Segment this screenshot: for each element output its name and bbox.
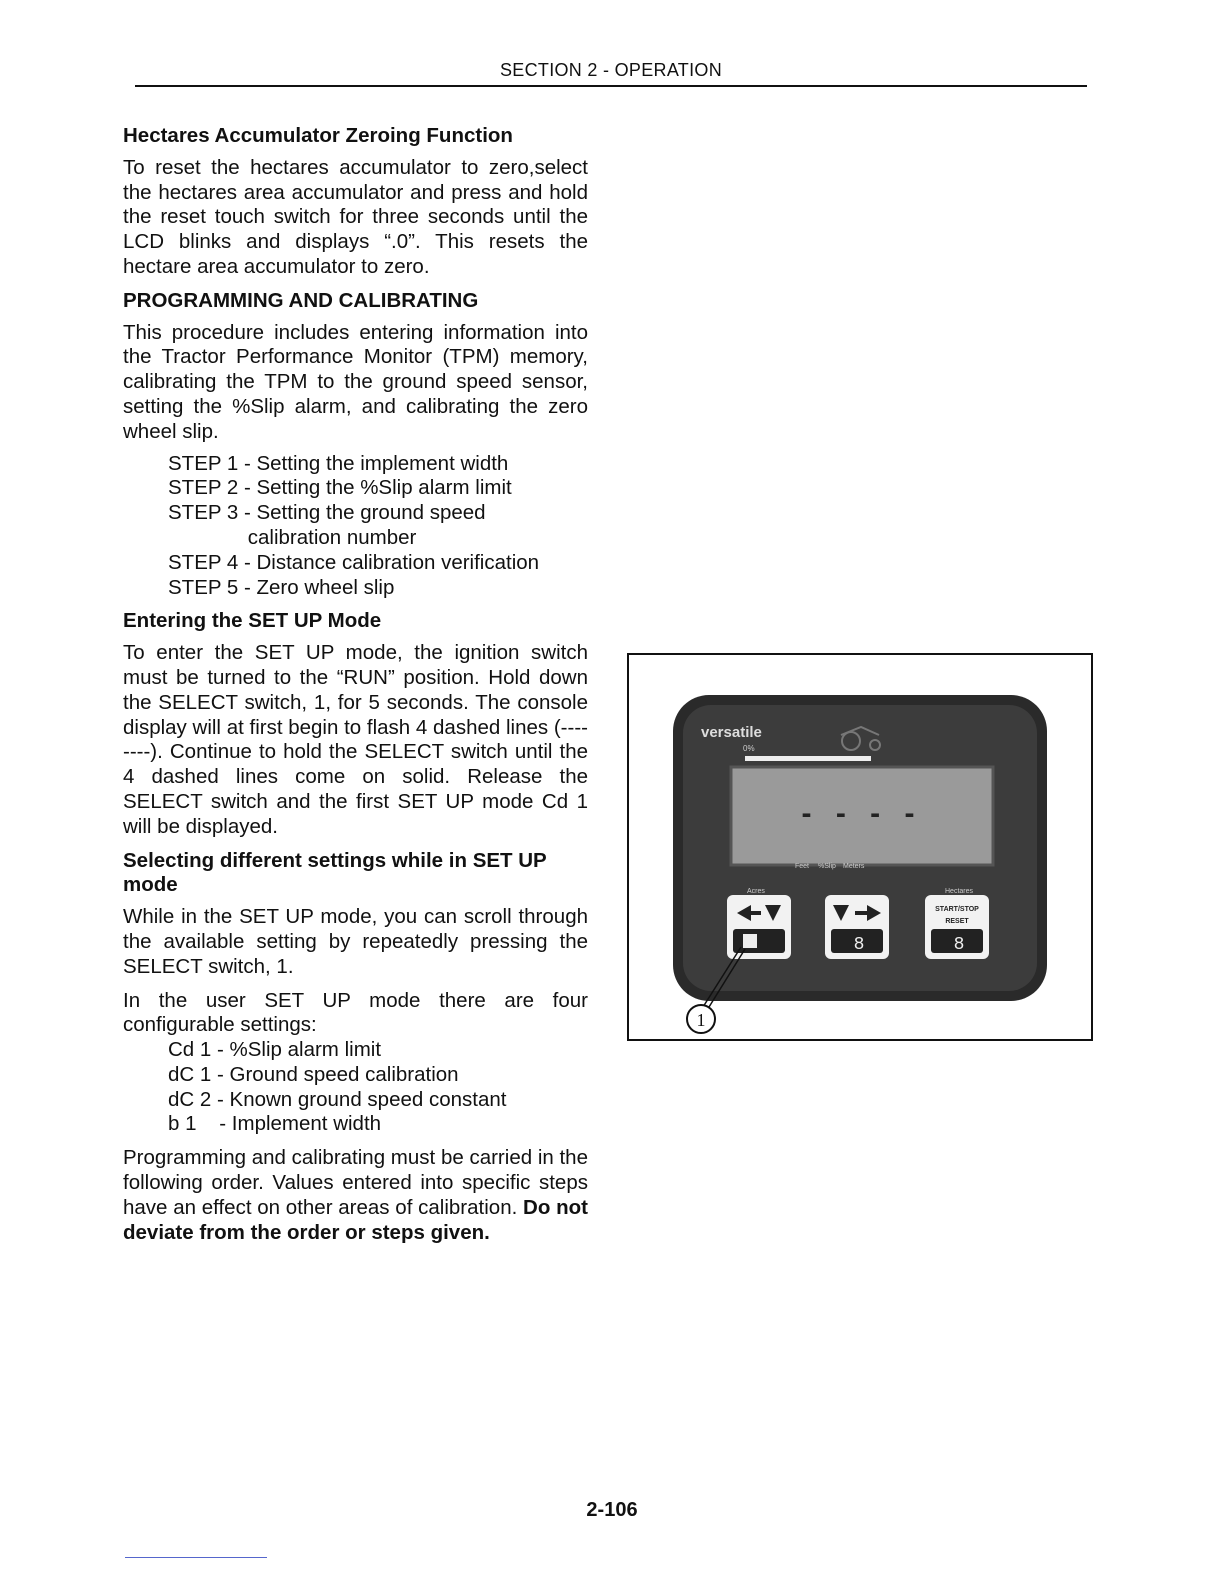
settings-list	[168, 1038, 588, 1137]
step-item: calibration number	[168, 525, 417, 549]
selecting-heading: Selecting different settings while in SET UP mode	[123, 848, 547, 897]
closing-warning: Do not deviate from the order or steps given.	[123, 1195, 588, 1244]
page-number: 2-106	[586, 1499, 638, 1521]
start-stop-label: START/STOP	[935, 906, 979, 913]
setup-heading: Entering the SET UP Mode	[123, 609, 382, 633]
start-stop-reset-button[interactable]	[925, 895, 989, 959]
percent-label: 0%	[743, 744, 755, 753]
unit-label-feet: Feet	[795, 863, 810, 870]
unit-label-meters: Meters	[843, 863, 865, 870]
digit-display: 8	[853, 935, 865, 955]
selecting-body-1: While in the SET UP mode, you can scroll through the available setting by repeatedly pressing the SELECT switch, 1.	[123, 905, 588, 978]
step-item: STEP 4 - Distance calibration verification	[168, 550, 540, 574]
callout-number: 1	[696, 1010, 706, 1030]
header-divider	[135, 85, 1087, 87]
setting-item: b 1 - Implement width	[168, 1112, 382, 1136]
slip-bar	[745, 756, 871, 761]
setting-item: dC 1 - Ground speed calibration	[168, 1062, 459, 1086]
steps-list	[168, 452, 588, 601]
monitor-figure	[627, 653, 1093, 1041]
closing-text: Programming and calibrating must be carried in the following order. Values entered into specific steps have an effect on other areas of calibration.	[123, 1146, 588, 1219]
selecting-body-2: In the user SET UP mode there are four configurable settings:	[123, 988, 588, 1037]
step-item: STEP 2 - Setting the %Slip alarm limit	[168, 476, 512, 500]
zeroing-heading: Hectares Accumulator Zeroing Function	[123, 124, 513, 147]
closing-paragraph	[123, 1146, 588, 1245]
select-button[interactable]	[727, 895, 791, 959]
step-item: STEP 3 - Setting the ground speed	[168, 501, 486, 525]
setting-item: dC 2 - Known ground speed constant	[168, 1087, 507, 1111]
reset-label: RESET	[945, 918, 969, 925]
brand-label: versatile	[701, 724, 762, 741]
monitor-illustration	[629, 655, 1091, 1039]
scroll-button[interactable]	[825, 895, 889, 959]
step-item: STEP 1 - Setting the implement width	[168, 451, 509, 475]
setting-item: Cd 1 - %Slip alarm limit	[168, 1038, 382, 1062]
text-column	[123, 124, 588, 1254]
unit-label-slip: %Slip	[818, 863, 836, 870]
footer-link-line	[125, 1557, 267, 1558]
zeroing-body: To reset the hectares accumulator to zero,select the hectares area accumulator and press and hold the reset touch switch for three seconds until the LCD blinks and displays “.0”. This resets the hectare area accumulator to zero.	[123, 155, 588, 278]
section-header: SECTION 2 - OPERATION	[500, 60, 722, 80]
acres-label: Acres	[747, 888, 765, 895]
hectares-label: Hectares	[945, 888, 974, 895]
programming-body: This procedure includes entering information into the Tractor Performance Monitor (TPM) memory, calibrating the TPM to the ground speed sensor, setting the %Slip alarm, and calibrating the zero wheel slip.	[123, 320, 588, 443]
digit-display: 8	[953, 935, 965, 955]
setup-body: To enter the SET UP mode, the ignition switch must be turned to the “RUN” position. Hold down the SELECT switch, 1, for 5 seconds. The console display will at first begin to flash 4 dashed lines (--------). Continue to hold the SELECT switch until the 4 dashed lines come on solid. Release the SELECT switch and the first SET UP mode Cd 1 will be displayed.	[123, 641, 588, 838]
book-icon	[743, 934, 757, 948]
programming-heading: PROGRAMMING AND CALIBRATING	[123, 288, 479, 312]
step-item: STEP 5 - Zero wheel slip	[168, 575, 395, 599]
lcd-dashes: - - - -	[801, 797, 923, 830]
